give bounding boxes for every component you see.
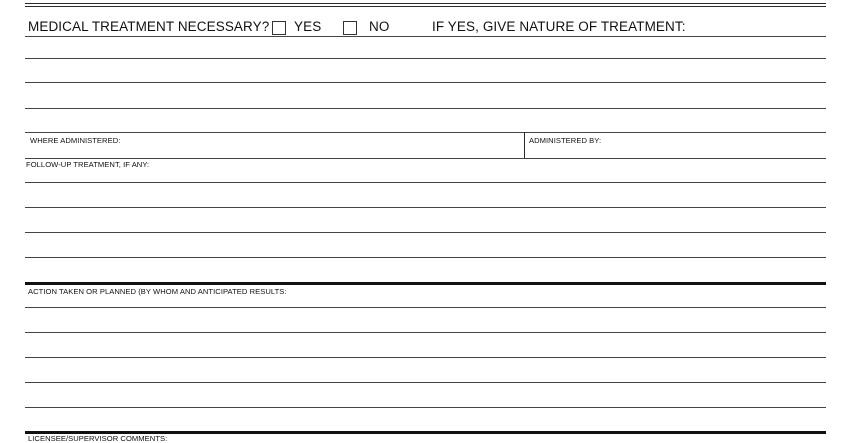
administered-by-label: ADMINISTERED BY: [529,136,602,145]
treatment-line-5[interactable] [25,132,826,133]
action-line-5[interactable] [25,407,826,408]
follow-up-treatment-label: FOLLOW-UP TREATMENT, IF ANY: [26,160,150,169]
treatment-line-3[interactable] [25,82,826,83]
where-administered-label: WHERE ADMINISTERED: [30,136,121,145]
action-line-1[interactable] [25,307,826,308]
administered-divider [524,132,525,158]
follow-up-line-2[interactable] [25,207,826,208]
action-taken-label: ACTION TAKEN OR PLANNED (BY WHOM AND ANTICIPATED RESULTS: [28,287,287,296]
top-rule-inner [25,6,826,7]
yes-checkbox[interactable] [272,21,286,35]
medical-treatment-question: MEDICAL TREATMENT NECESSARY? [28,19,270,34]
licensee-supervisor-comments-label: LICENSEE/SUPERVISOR COMMENTS: [28,434,168,443]
treatment-line-4[interactable] [25,108,826,109]
action-line-3[interactable] [25,357,826,358]
no-label: NO [369,19,390,34]
top-rule-outer [25,3,826,4]
follow-up-line-4[interactable] [25,257,826,258]
yes-label: YES [294,19,322,34]
nature-of-treatment-label: IF YES, GIVE NATURE OF TREATMENT: [432,19,686,34]
action-line-4[interactable] [25,382,826,383]
where-administered-field[interactable] [25,158,826,159]
follow-up-line-1[interactable] [25,182,826,183]
section-separator-1 [25,282,826,285]
treatment-line-2[interactable] [25,58,826,59]
no-checkbox[interactable] [343,21,357,35]
follow-up-line-3[interactable] [25,232,826,233]
treatment-line-1[interactable] [25,36,826,37]
action-line-2[interactable] [25,332,826,333]
